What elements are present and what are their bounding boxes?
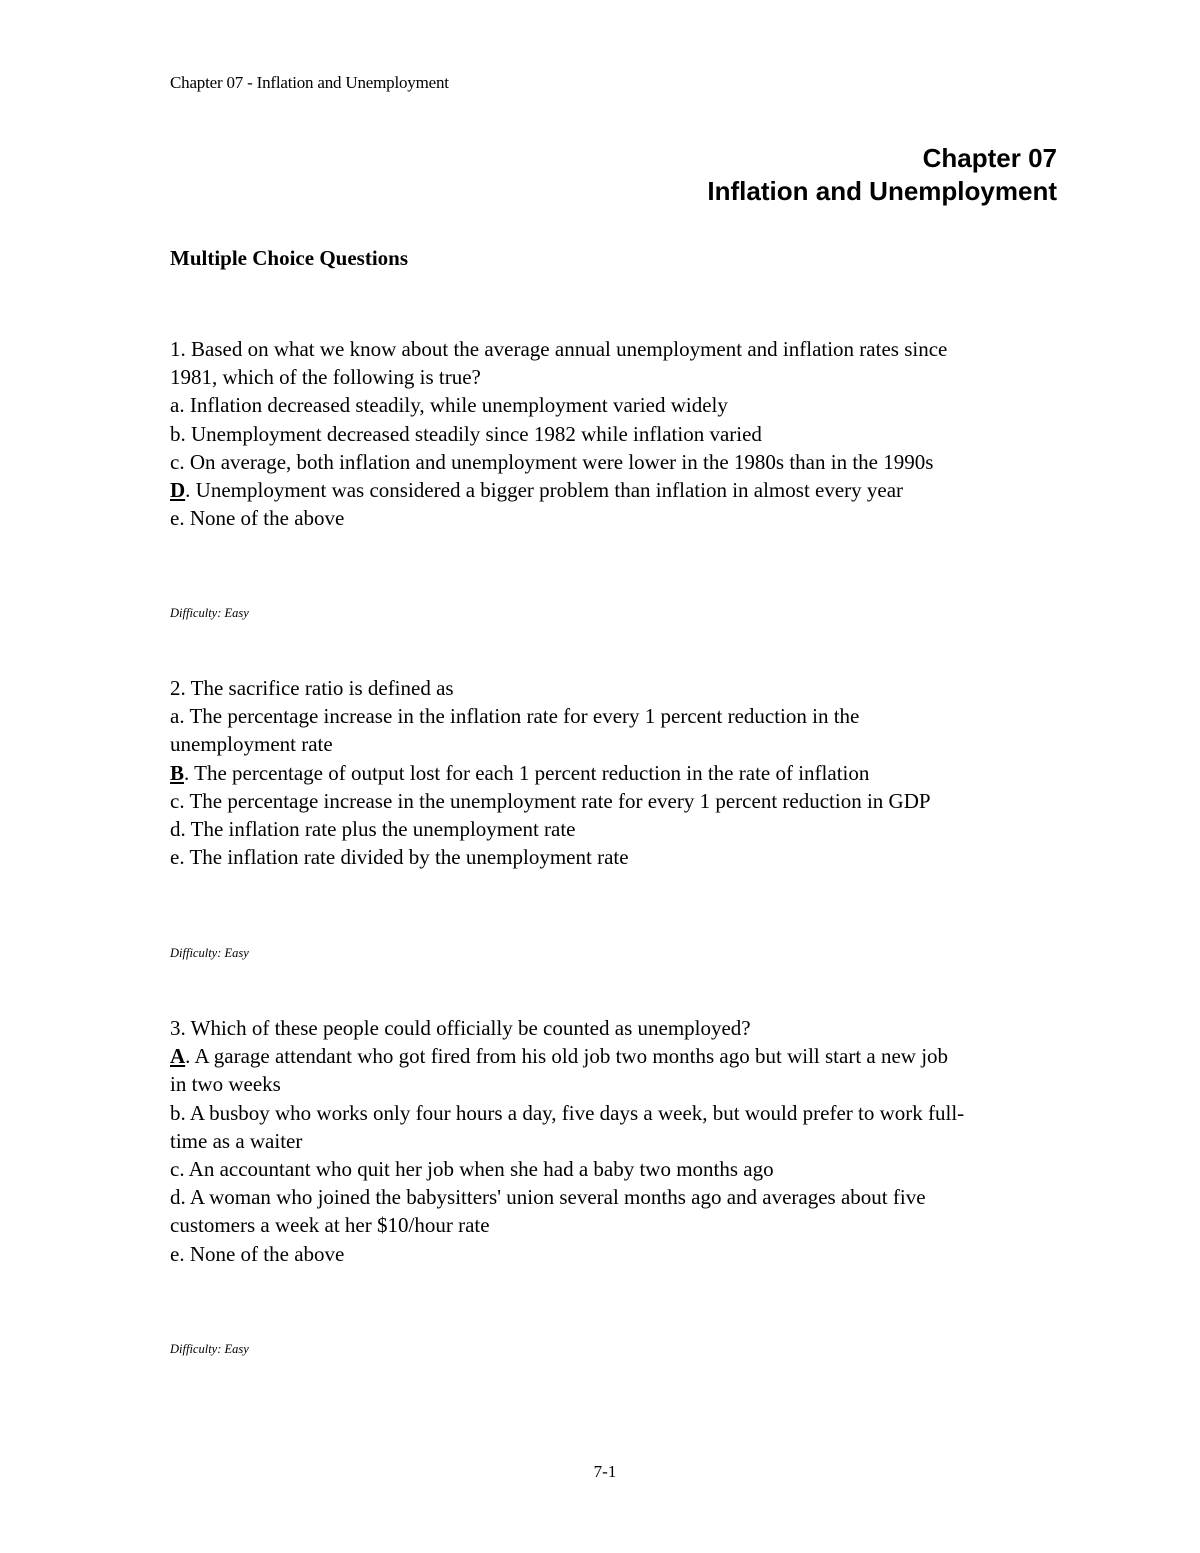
question-1-option-a: a. Inflation decreased steadily, while unemployment varied widely — [170, 393, 728, 418]
question-2 — [170, 674, 1050, 871]
question-2-option-b-text: . The percentage of output lost for each 1 percent reduction in the rate of inflation — [184, 760, 870, 785]
question-1-answer-letter: D — [170, 478, 186, 503]
page-number: 7-1 — [593, 1462, 617, 1481]
question-1-option-c: c. On average, both inflation and unemployment were lower in the 1980s than in the 1990s — [170, 449, 934, 474]
question-2-option-e: e. The inflation rate divided by the unemployment rate — [170, 845, 629, 870]
question-3-option-b-line-1: b. A busboy who works only four hours a day, five days a week, but would prefer to work full- — [170, 1100, 965, 1125]
question-2-option-c: c. The percentage increase in the unemployment rate for every 1 percent reduction in GDP — [170, 788, 931, 813]
chapter-title — [707, 142, 1057, 208]
question-2-difficulty: Difficulty: Easy — [170, 946, 249, 960]
question-2-option-b — [170, 759, 1050, 787]
question-1-option-d — [170, 476, 1050, 504]
question-2-option-a-line-2: unemployment rate — [170, 732, 333, 757]
question-3-option-b-line-2: time as a waiter — [170, 1128, 303, 1153]
question-2-option-a-line-1: a. The percentage increase in the inflation rate for every 1 percent reduction in the — [170, 704, 860, 729]
running-header: Chapter 07 - Inflation and Unemployment — [170, 73, 449, 92]
question-3-option-a-text: . A garage attendant who got fired from his old job two months ago but will start a new job — [185, 1044, 949, 1069]
question-1-option-b: b. Unemployment decreased steadily since 1982 while inflation varied — [170, 421, 762, 446]
question-2-option-d: d. The inflation rate plus the unemployment rate — [170, 817, 576, 842]
chapter-number: Chapter 07 — [922, 143, 1057, 173]
question-2-answer-letter: B — [170, 760, 185, 785]
question-3-answer-letter: A — [170, 1044, 186, 1069]
question-3-difficulty: Difficulty: Easy — [170, 1342, 249, 1356]
question-3-stem: 3. Which of these people could officially be counted as unemployed? — [170, 1016, 751, 1040]
question-3-option-d-line-2: customers a week at her $10/hour rate — [170, 1213, 490, 1238]
section-heading: Multiple Choice Questions — [170, 246, 409, 270]
question-3-option-e: e. None of the above — [170, 1241, 345, 1266]
question-1-stem-line-1: 1. Based on what we know about the average annual unemployment and inflation rates since — [170, 337, 948, 361]
question-3-option-d-line-1: d. A woman who joined the babysitters' union several months ago and averages about five — [170, 1185, 926, 1210]
question-2-stem: 2. The sacrifice ratio is defined as — [170, 676, 454, 700]
question-1-difficulty: Difficulty: Easy — [170, 606, 249, 620]
question-3-option-c: c. An accountant who quit her job when she had a baby two months ago — [170, 1157, 774, 1182]
question-1-option-d-text: . Unemployment was considered a bigger problem than inflation in almost every year — [185, 478, 904, 503]
question-1 — [170, 335, 1050, 532]
question-3-option-a-line-2: in two weeks — [170, 1072, 281, 1097]
question-1-stem-line-2: 1981, which of the following is true? — [170, 365, 481, 390]
question-3 — [170, 1014, 1050, 1268]
question-1-option-e: e. None of the above — [170, 506, 345, 531]
question-3-option-a-line-1 — [170, 1042, 1050, 1070]
chapter-name: Inflation and Unemployment — [707, 176, 1057, 206]
